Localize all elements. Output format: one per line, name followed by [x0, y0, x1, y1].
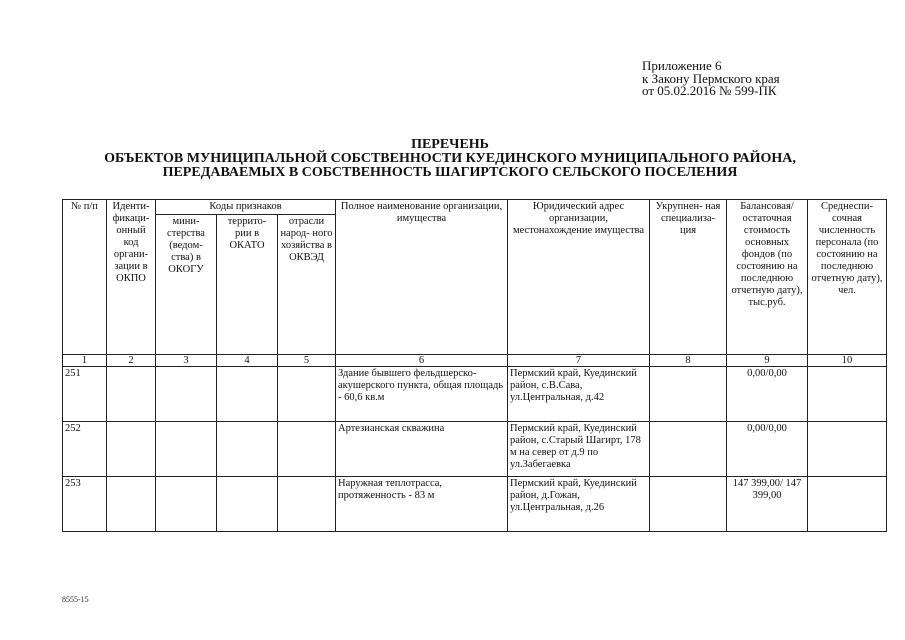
- name-cell: Наружная теплотрасса, протяженность - 83 м: [336, 477, 508, 532]
- staff-cell: [808, 422, 887, 477]
- column-number: 5: [278, 355, 336, 367]
- okved-cell: [278, 422, 336, 477]
- title-line: ПЕРЕДАВАЕМЫХ В СОБСТВЕННОСТЬ ШАГИРТСКОГО СЕЛЬСКОГО ПОСЕЛЕНИЯ: [162, 165, 738, 180]
- header-staff: Среднеспи- сочная численность персонала (по состоянию на последнюю отчетную дату), чел.: [808, 200, 887, 355]
- staff-cell: [808, 367, 887, 422]
- specialization-cell: [650, 477, 727, 532]
- specialization-cell: [650, 422, 727, 477]
- document-title: [60, 138, 840, 180]
- staff-cell: [808, 477, 887, 532]
- okved-cell: [278, 477, 336, 532]
- column-number: 2: [107, 355, 156, 367]
- okpo-cell: [107, 367, 156, 422]
- okato-cell: [217, 477, 278, 532]
- address-cell: Пермский край, Куединский район, с.В.Сава, ул.Центральная, д.42: [508, 367, 650, 422]
- table-row: [63, 422, 887, 477]
- page-mark: 8555-15: [62, 595, 89, 604]
- appendix-header: [642, 60, 780, 98]
- column-number: 8: [650, 355, 727, 367]
- header-okato: террито- рии в ОКАТО: [217, 215, 278, 355]
- header-address: Юридический адрес организации, местонахождение имущества: [508, 200, 650, 355]
- okato-cell: [217, 367, 278, 422]
- appendix-line: от 05.02.2016 № 599-ПК: [642, 83, 777, 98]
- okved-cell: [278, 367, 336, 422]
- column-number: 7: [508, 355, 650, 367]
- header-okogu: мини- стерства (ведом- ства) в ОКОГУ: [156, 215, 217, 355]
- column-number: 6: [336, 355, 508, 367]
- balance-cell: 0,00/0,00: [727, 367, 808, 422]
- okpo-cell: [107, 477, 156, 532]
- header-balance: Балансовая/ остаточная стоимость основных фондов (по состоянию на последнюю отчетную дату), тыс.руб.: [727, 200, 808, 355]
- balance-cell: 0,00/0,00: [727, 422, 808, 477]
- appendix-line: Приложение 6: [642, 58, 722, 73]
- header-name: Полное наименование организации, имущества: [336, 200, 508, 355]
- okogu-cell: [156, 477, 217, 532]
- header-okved: отрасли народ- ного хозяйства в ОКВЭД: [278, 215, 336, 355]
- row-number: 252: [63, 422, 107, 477]
- column-number: 1: [63, 355, 107, 367]
- header-specialization: Укрупнен- ная специализа- ция: [650, 200, 727, 355]
- column-number: 9: [727, 355, 808, 367]
- header-okpo: Иденти- фикаци- онный код органи- зации в ОКПО: [107, 200, 156, 355]
- title-line: ПЕРЕЧЕНЬ: [411, 137, 489, 152]
- okogu-cell: [156, 422, 217, 477]
- row-number: 253: [63, 477, 107, 532]
- column-number: 10: [808, 355, 887, 367]
- table-row: [63, 367, 887, 422]
- balance-cell: 147 399,00/ 147 399,00: [727, 477, 808, 532]
- name-cell: Артезианская скважина: [336, 422, 508, 477]
- name-cell: Здание бывшего фельдшерско-акушерского пункта, общая площадь - 60,6 кв.м: [336, 367, 508, 422]
- header-codes-group: Коды признаков: [156, 200, 336, 215]
- okogu-cell: [156, 367, 217, 422]
- title-line: ОБЪЕКТОВ МУНИЦИПАЛЬНОЙ СОБСТВЕННОСТИ КУЕДИНСКОГО МУНИЦИПАЛЬНОГО РАЙОНА,: [104, 151, 796, 166]
- address-cell: Пермский край, Куединский район, с.Старый Шагирт, 178 м на север от д.9 по ул.Забегаевка: [508, 422, 650, 477]
- property-table: [62, 199, 887, 532]
- specialization-cell: [650, 367, 727, 422]
- column-number: 4: [217, 355, 278, 367]
- table-row: [63, 477, 887, 532]
- okato-cell: [217, 422, 278, 477]
- column-number: 3: [156, 355, 217, 367]
- header-num: № п/п: [63, 200, 107, 355]
- address-cell: Пермский край, Куединский район, д.Гожан, ул.Центральная, д.26: [508, 477, 650, 532]
- appendix-line: к Закону Пермского края: [642, 70, 780, 86]
- row-number: 251: [63, 367, 107, 422]
- okpo-cell: [107, 422, 156, 477]
